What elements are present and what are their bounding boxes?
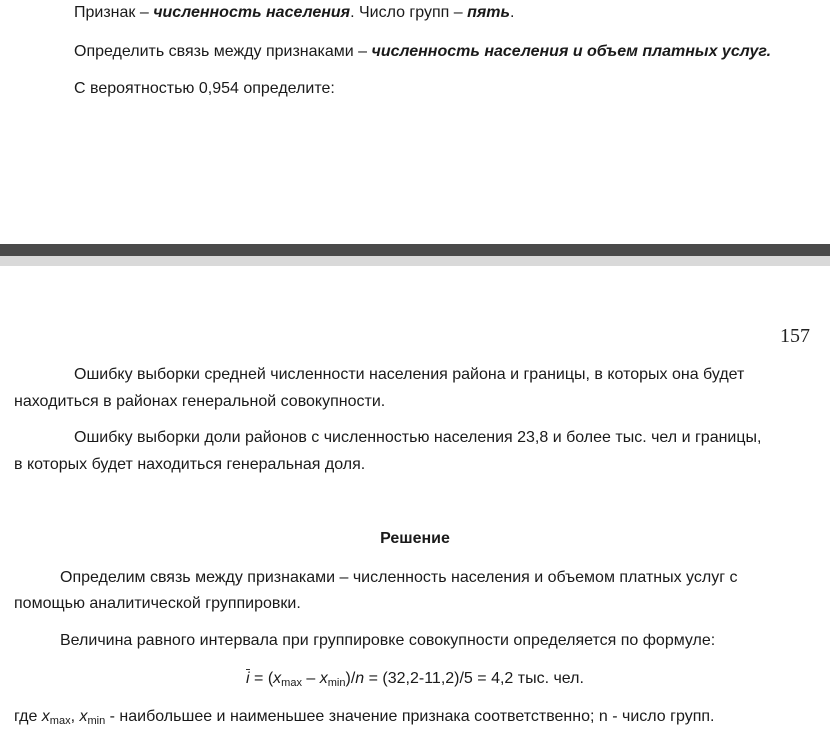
solution-p2: Величина равного интервала при группировке совокупности определяется по формуле: bbox=[60, 632, 716, 649]
formula-x-max: x bbox=[273, 670, 282, 687]
feature-prefix: Признак – bbox=[74, 4, 154, 21]
formula-i: i bbox=[246, 670, 250, 687]
text-line-probability: С вероятностью 0,954 определите: bbox=[74, 80, 335, 97]
text-line-feature bbox=[74, 3, 514, 23]
formula-close: )/ bbox=[345, 670, 356, 687]
relation-prefix: Определить связь между признаками – bbox=[74, 43, 372, 60]
task-2-line-1: Ошибку выборки доли районов с численностью населения 23,8 и более тыс. чел и границы, bbox=[74, 429, 762, 446]
interval-formula bbox=[0, 669, 830, 693]
task-1-line-1: Ошибку выборки средней численности населения района и границы, в которых она будет bbox=[74, 366, 745, 383]
legend-sub-min: min bbox=[87, 715, 106, 727]
formula-sub-min: min bbox=[327, 677, 346, 689]
formula-eq1: = ( bbox=[249, 670, 274, 687]
formula-dash: – bbox=[301, 670, 320, 687]
formula-x-min: x bbox=[319, 670, 328, 687]
feature-name: численность населения bbox=[153, 4, 351, 21]
legend-prefix: где bbox=[14, 708, 42, 725]
legend-sub-max: max bbox=[49, 715, 71, 727]
formula-n: n bbox=[355, 670, 365, 687]
page-separator bbox=[0, 244, 830, 266]
feature-suffix: . bbox=[510, 4, 515, 21]
legend-x-max: x bbox=[41, 708, 50, 725]
relation-features: численность населения и объем платных услуг. bbox=[371, 43, 772, 60]
page-number: 157 bbox=[780, 325, 810, 347]
groups-text: . Число групп – bbox=[350, 4, 468, 21]
legend-x-min: x bbox=[79, 708, 88, 725]
formula-sub-max: max bbox=[281, 677, 302, 689]
legend-comma: , bbox=[70, 708, 80, 725]
text-line-relation bbox=[74, 42, 771, 62]
formula-rest: = (32,2-11,2)/5 = 4,2 тыс. чел. bbox=[364, 670, 584, 687]
solution-p1-line-1: Определим связь между признаками – численность населения и объемом платных услуг с bbox=[60, 569, 738, 586]
task-2-line-2: в которых будет находиться генеральная доля. bbox=[14, 456, 366, 473]
solution-heading: Решение bbox=[380, 530, 450, 547]
formula-legend bbox=[14, 707, 714, 731]
legend-suffix: - наибольшее и наименьшее значение признака соответственно; n - число групп. bbox=[105, 708, 715, 725]
solution-p1-line-2: помощью аналитической группировки. bbox=[14, 595, 301, 612]
task-1-line-2: находиться в районах генеральной совокупности. bbox=[14, 393, 386, 410]
groups-count: пять bbox=[467, 4, 511, 21]
